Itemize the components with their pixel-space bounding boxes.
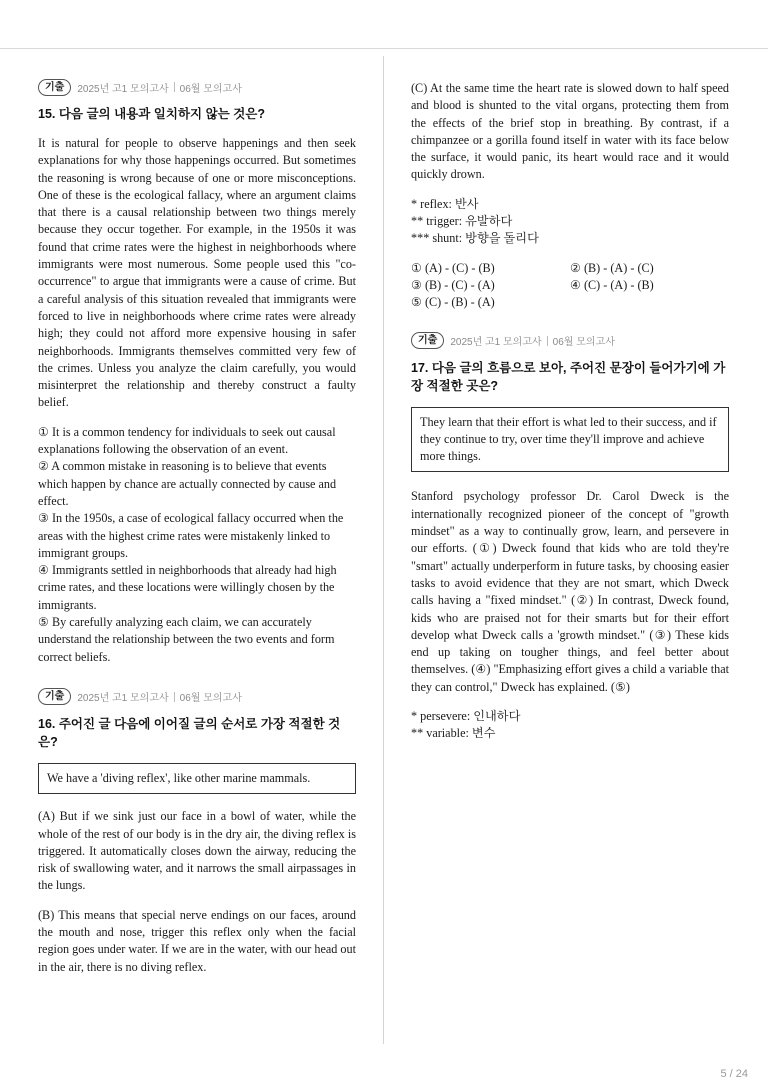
- option-4: ④ (C) - (A) - (B): [570, 277, 654, 292]
- order-options: [411, 260, 729, 312]
- tag-separator: [174, 692, 175, 702]
- question-title: 17. 다음 글의 흐름으로 보아, 주어진 문장이 들어가기에 가장 적절한 곳은?: [411, 360, 726, 393]
- option-1: ① It is a common tendency for individuals to seek out causal explanations following the observation of an event.: [38, 424, 336, 457]
- source-tag: [411, 332, 729, 350]
- page-number: 5 / 24: [720, 1068, 748, 1080]
- given-sentence-box: We have a 'diving reflex', like other marine mammals.: [38, 763, 356, 794]
- option-4: ④ Immigrants settled in neighborhoods that already had high crime rates, and these locations were willingly chosen by the immigrants.: [38, 563, 337, 612]
- source-month: 06월 모의고사: [552, 337, 615, 349]
- option-2: ② A common mistake in reasoning is to believe that events which happen by chance are actually connected by cause and effect.: [38, 459, 337, 508]
- vocab-note: * reflex: 반사: [411, 196, 479, 211]
- option-3: ③ In the 1950s, a case of ecological fallacy occurred when the areas with the highest crime rates were mistakenly linked to immigrant groups.: [38, 511, 344, 560]
- paragraph-b: (B) This means that special nerve endings on our faces, around the mouth and nose, trigger this reflex only when the facial region goes under water. If we are in the water, with our head out in the air, there is no diving reflex.: [38, 907, 356, 974]
- option-3: ③ (B) - (C) - (A): [411, 277, 495, 292]
- header-rule: [0, 48, 768, 49]
- source-year: 2025년 고1 모의고사: [77, 83, 169, 95]
- option-5: ⑤ (C) - (B) - (A): [411, 295, 495, 310]
- paragraph-c: (C) At the same time the heart rate is slowed down to half speed and blood is shunted to the vital organs, protecting them from the effects of the brief stop in breathing. By contrast, if a chimpanzee or a gorilla found itself in water with its face below the surface, it would panic, its heart would race and it would quickly drown.: [411, 81, 729, 182]
- source-year: 2025년 고1 모의고사: [77, 693, 169, 705]
- passage: Stanford psychology professor Dr. Carol Dweck is the internationally recognized pioneer of the concept of "growth mindset" as a way to continually grow, learn, and persevere in our efforts. (①) Dweck found that kids who are told they're "smart" actually underperform in future tasks, by choosing easier tasks to avoid evidence that they are not smart, which Dweck calls having a "fixed mindset." (②) In contrast, Dweck found, kids who are praised not for their smarts but for their effort develop what Dweck calls a 'growth mindset." (③) These kids end up taking on tougher things, and feel better about themselves. (④) "Emphasizing effort gives a child a variable that they can control," Dweck has explained. (⑤): [411, 489, 729, 694]
- option-2: ② (B) - (A) - (C): [570, 260, 654, 275]
- left-column: [38, 78, 356, 992]
- vocab-note: * persevere: 인내하다: [411, 709, 521, 724]
- right-column: [411, 80, 729, 759]
- tag-separator: [547, 336, 548, 346]
- column-divider: [383, 56, 384, 1044]
- question-16: [38, 688, 356, 976]
- answer-options: [38, 424, 356, 666]
- source-month: 06월 모의고사: [179, 693, 242, 705]
- source-month: 06월 모의고사: [179, 83, 242, 95]
- paragraph-a: (A) But if we sink just our face in a bowl of water, while the whole of the rest of our body is in the dry air, the diving reflex is triggered. It automatically closes down the airway, reducing the risk of swallowing water, and it narrows the small airpassages in the lungs.: [38, 809, 356, 893]
- source-badge: 기출: [411, 332, 444, 349]
- source-badge: 기출: [38, 79, 71, 96]
- source-year: 2025년 고1 모의고사: [450, 337, 542, 349]
- question-title: 15. 다음 글의 내용과 일치하지 않는 것은?: [38, 107, 265, 121]
- vocab-note: *** shunt: 방향을 돌리다: [411, 231, 539, 246]
- source-badge: 기출: [38, 688, 71, 705]
- option-5: ⑤ By carefully analyzing each claim, we can accurately understand the relationship between the two events and form correct beliefs.: [38, 615, 335, 664]
- tag-separator: [174, 82, 175, 92]
- passage: It is natural for people to observe happenings and then seek explanations for why those happenings occurred. But sometimes the reasoning is wrong because of one or more misconceptions. One of these is the ecological fallacy, where an argument claims that there is a causal relationship between two things merely because they occur together. For example, in the 1950s it was found that crime rates were the highest in neighborhoods where immigrants were most numerous. Some people used this "co-occurrence" to argue that immigrants were a cause of crime. But a careful analysis of this situation revealed that immigrants were forced to live in neighborhoods where crime rates were already high; they could not afford more expensive housing in safer neighborhoods. Immigrants themselves committed very few of the crimes. Unless you analyze the claim carefully, you would misinterpret the relationship and thereby construct a faulty belief.: [38, 136, 356, 410]
- source-tag: [38, 78, 356, 96]
- vocab-notes: [411, 708, 729, 743]
- question-15: [38, 78, 356, 666]
- option-1: ① (A) - (C) - (B): [411, 260, 495, 275]
- source-tag: [38, 688, 356, 706]
- given-sentence-box: They learn that their effort is what led to their success, and if they continue to try, over time they'll improve and achieve more things.: [411, 407, 729, 473]
- vocab-note: ** variable: 변수: [411, 726, 496, 741]
- question-17: [411, 332, 729, 743]
- question-title: 16. 주어진 글 다음에 이어질 글의 순서로 가장 적절한 것은?: [38, 716, 341, 749]
- vocab-note: ** trigger: 유발하다: [411, 214, 513, 229]
- vocab-notes: [411, 196, 729, 248]
